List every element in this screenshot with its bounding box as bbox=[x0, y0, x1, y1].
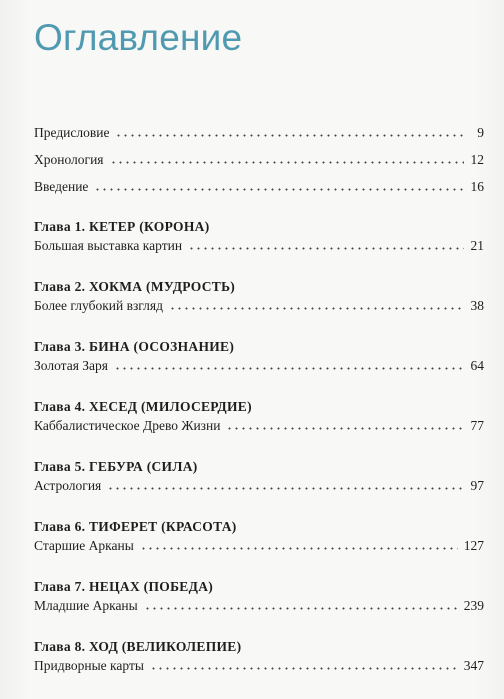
toc-page-number: 77 bbox=[470, 418, 484, 433]
chapter-3 bbox=[34, 336, 484, 385]
chapter-5 bbox=[34, 456, 484, 505]
toc-entry-preface[interactable] bbox=[34, 125, 484, 152]
dot-leader bbox=[94, 181, 464, 191]
toc-page-number: 9 bbox=[477, 125, 484, 140]
chapter-heading[interactable]: Глава 5. ГЕБУРА (СИЛА) bbox=[34, 459, 198, 474]
toc-page-number: 16 bbox=[470, 179, 484, 194]
dot-leader bbox=[107, 480, 464, 490]
dot-leader bbox=[150, 660, 458, 670]
toc-page-number: 21 bbox=[470, 238, 484, 253]
dot-leader bbox=[110, 154, 464, 164]
toc-page-number: 64 bbox=[470, 358, 484, 373]
dot-leader bbox=[114, 360, 464, 370]
toc-page-number: 347 bbox=[463, 658, 484, 673]
chapter-6 bbox=[34, 516, 484, 565]
toc-entry-label: Хронология bbox=[34, 152, 104, 167]
toc-entry[interactable] bbox=[34, 598, 484, 625]
toc-entry-label: Большая выставка картин bbox=[34, 238, 183, 253]
chapter-heading[interactable]: Глава 1. КЕТЕР (КОРОНА) bbox=[34, 219, 210, 234]
dot-leader bbox=[226, 420, 464, 430]
chapter-8 bbox=[34, 636, 484, 685]
chapter-heading[interactable]: Глава 3. БИНА (ОСОЗНАНИЕ) bbox=[34, 339, 235, 354]
chapter-1 bbox=[34, 216, 484, 265]
toc-entry[interactable] bbox=[34, 238, 484, 265]
toc-entry[interactable] bbox=[34, 658, 484, 685]
toc-entry-label: Младшие Арканы bbox=[34, 598, 138, 613]
toc-entry-label: Каббалистическое Древо Жизни bbox=[34, 418, 221, 433]
toc-entry[interactable] bbox=[34, 478, 484, 505]
dot-leader bbox=[144, 600, 458, 610]
toc-page-number: 38 bbox=[470, 298, 484, 313]
toc-entry-label: Придворные карты bbox=[34, 658, 144, 673]
toc-page-number: 127 bbox=[463, 538, 484, 553]
dot-leader bbox=[169, 300, 464, 310]
toc-entry-introduction[interactable] bbox=[34, 179, 484, 206]
chapter-heading[interactable]: Глава 6. ТИФЕРЕТ (КРАСОТА) bbox=[34, 519, 237, 534]
chapter-2 bbox=[34, 276, 484, 325]
toc-entry-label: Астрология bbox=[34, 478, 102, 493]
page-title: Оглавление bbox=[34, 17, 243, 58]
chapter-4 bbox=[34, 396, 484, 445]
toc-entry-label: Более глубокий взгляд bbox=[34, 298, 163, 313]
dot-leader bbox=[115, 127, 464, 137]
toc-entry-label: Предисловие bbox=[34, 125, 110, 140]
toc-entry[interactable] bbox=[34, 418, 484, 445]
toc-entry-label: Старшие Арканы bbox=[34, 538, 134, 553]
toc-entry-chronology[interactable] bbox=[34, 152, 484, 179]
chapter-7 bbox=[34, 576, 484, 625]
toc-page-number: 97 bbox=[470, 478, 484, 493]
dot-leader bbox=[140, 540, 458, 550]
toc-entry[interactable] bbox=[34, 538, 484, 565]
chapter-heading[interactable]: Глава 2. ХОКМА (МУДРОСТЬ) bbox=[34, 279, 236, 294]
toc-entry[interactable] bbox=[34, 298, 484, 325]
toc-entry[interactable] bbox=[34, 358, 484, 385]
chapter-heading[interactable]: Глава 7. НЕЦАХ (ПОБЕДА) bbox=[34, 579, 214, 594]
dot-leader bbox=[188, 240, 464, 250]
toc-entry-label: Введение bbox=[34, 179, 89, 194]
table-of-contents bbox=[34, 125, 484, 685]
toc-page-number: 12 bbox=[470, 152, 484, 167]
chapter-heading[interactable]: Глава 8. ХОД (ВЕЛИКОЛЕПИЕ) bbox=[34, 639, 242, 654]
toc-page-number: 239 bbox=[463, 598, 484, 613]
chapter-heading[interactable]: Глава 4. ХЕСЕД (МИЛОСЕРДИЕ) bbox=[34, 399, 252, 414]
toc-entry-label: Золотая Заря bbox=[34, 358, 108, 373]
